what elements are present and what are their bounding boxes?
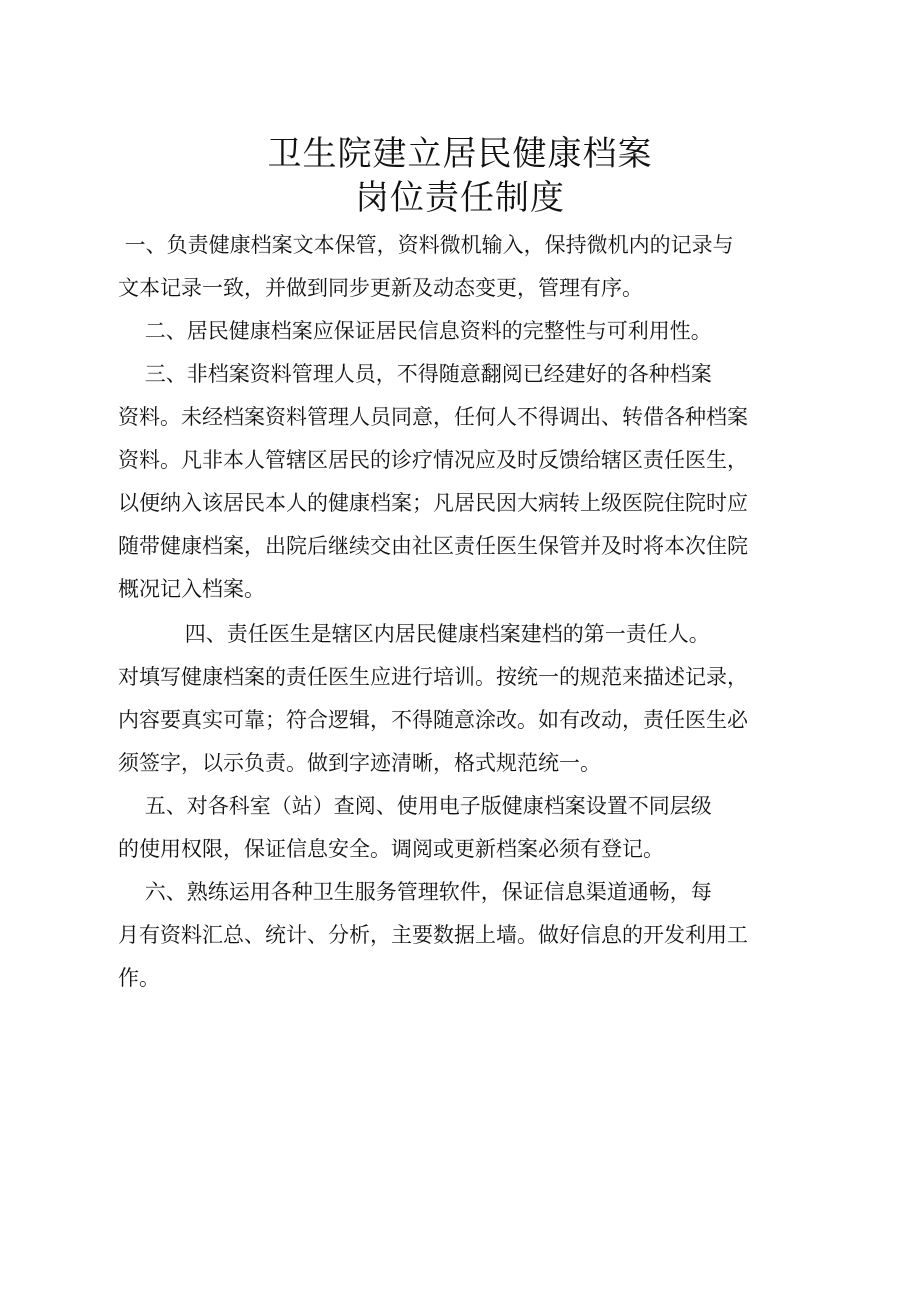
body-line: 资料。凡非本人管辖区居民的诊疗情况应及时反馈给辖区责任医生， [118,448,748,472]
body-line: 随带健康档案，出院后继续交由社区责任医生保管并及时将本次住院 [118,534,748,558]
body-line: 五、对各科室（站）查阅、使用电子版健康档案设置不同层级 [118,794,712,818]
body-line: 六、熟练运用各种卫生服务管理软件，保证信息渠道通畅，每 [118,880,712,904]
body-line: 文本记录一致，并做到同步更新及动态变更，管理有序。 [118,276,643,300]
body-line: 对填写健康档案的责任医生应进行培训。按统一的规范来描述记录， [118,665,748,689]
document-title: 卫生院建立居民健康档案 [267,134,653,174]
body-line: 概况记入档案。 [118,577,265,601]
body-line: 二、居民健康档案应保证居民信息资料的完整性与可利用性。 [118,319,712,343]
body-line: 三、非档案资料管理人员，不得随意翻阅已经建好的各种档案 [118,362,712,386]
body-line: 月有资料汇总、统计、分析，主要数据上墙。做好信息的开发利用工 [118,923,748,947]
body-line: 作。 [118,966,160,990]
body-line: 一、负责健康档案文本保管，资料微机输入，保持微机内的记录与 [118,233,734,257]
body-line: 须签字，以示负责。做到字迹清晰，格式规范统一。 [118,751,601,775]
document-subtitle: 岗位责任制度 [355,178,565,218]
body-line: 内容要真实可靠；符合逻辑，不得随意涂改。如有改动，责任医生必 [118,708,748,732]
body-line: 资料。未经档案资料管理人员同意，任何人不得调出、转借各种档案 [118,405,748,429]
body-line: 的使用权限，保证信息安全。调阅或更新档案必须有登记。 [118,837,664,861]
body-line: 以便纳入该居民本人的健康档案；凡居民因大病转上级医院住院时应 [118,491,748,515]
body-line: 四、责任医生是辖区内居民健康档案建档的第一责任人。 [118,622,710,646]
